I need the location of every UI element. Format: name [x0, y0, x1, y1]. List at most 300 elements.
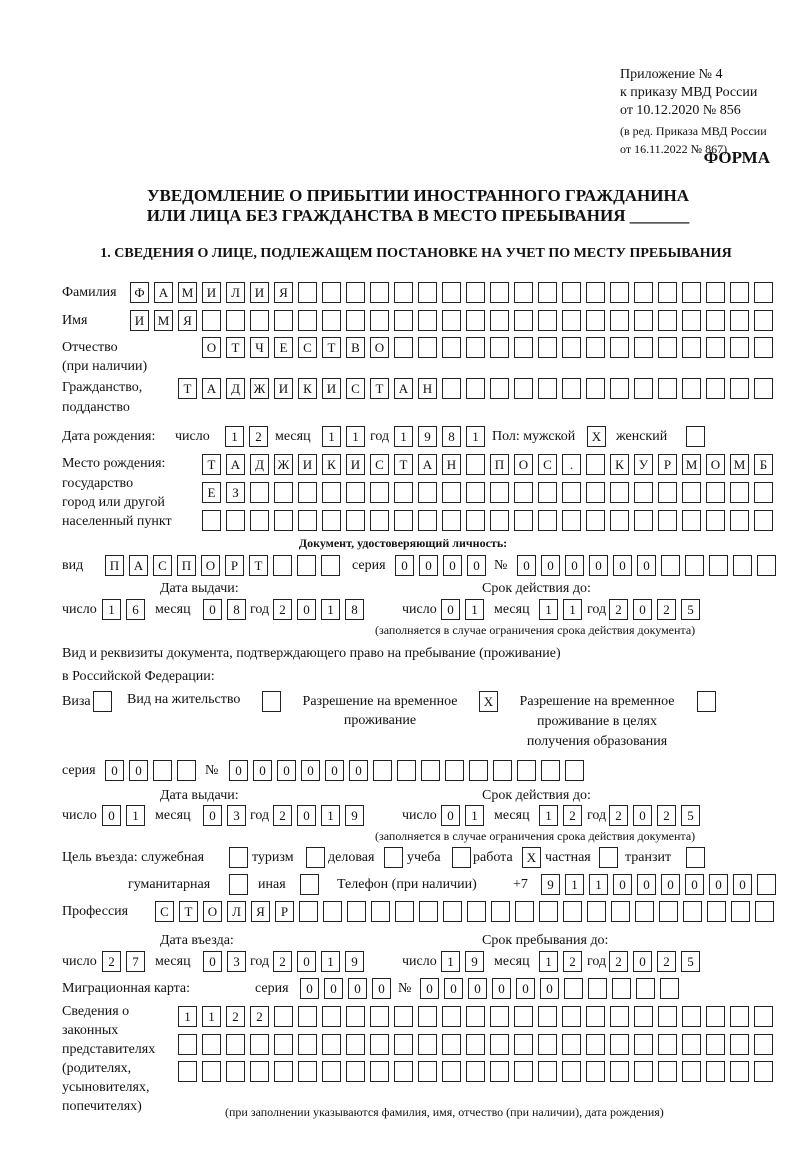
birth-place-2-cell[interactable]	[754, 482, 773, 503]
birth-place-1-cell[interactable]: И	[346, 454, 365, 475]
patronymic-cell[interactable]	[658, 337, 677, 358]
patronymic-cell[interactable]: С	[298, 337, 317, 358]
id-series-cell[interactable]: 0	[467, 555, 486, 576]
purpose-other-cell[interactable]	[300, 874, 319, 895]
birth-place-3-cell[interactable]	[298, 510, 317, 531]
surname-cell[interactable]	[562, 282, 581, 303]
reps-2-cell[interactable]	[610, 1034, 629, 1055]
birth-place-3-cell[interactable]	[442, 510, 461, 531]
birth-place-1-cell[interactable]: И	[298, 454, 317, 475]
visa-cell[interactable]	[93, 691, 112, 712]
profession-cell[interactable]	[299, 901, 318, 922]
id-valid-day-cell[interactable]: 0	[441, 599, 460, 620]
surname-cell[interactable]	[370, 282, 389, 303]
id-valid-year-cell[interactable]: 0	[633, 599, 652, 620]
id-issue-day-cell[interactable]: 6	[126, 599, 145, 620]
reps-3-cell[interactable]	[274, 1061, 293, 1082]
birth-day-cell[interactable]: 1	[225, 426, 244, 447]
surname-cell[interactable]: Ф	[130, 282, 149, 303]
citizenship-cell[interactable]: А	[202, 378, 221, 399]
birth-place-2-cell[interactable]: З	[226, 482, 245, 503]
surname-cell[interactable]	[394, 282, 413, 303]
birth-place-2-cell[interactable]	[442, 482, 461, 503]
patronymic-cell[interactable]: О	[370, 337, 389, 358]
birth-place-3-cell[interactable]	[490, 510, 509, 531]
birth-place-1-cell[interactable]: О	[706, 454, 725, 475]
reps-3-cell[interactable]	[250, 1061, 269, 1082]
reps-1-cell[interactable]	[634, 1006, 653, 1027]
birth-place-1-cell[interactable]: Т	[202, 454, 221, 475]
reps-1-cell[interactable]: 2	[250, 1006, 269, 1027]
birth-place-1-cell[interactable]: М	[730, 454, 749, 475]
surname-cell[interactable]	[490, 282, 509, 303]
id-number-cell[interactable]: 0	[517, 555, 536, 576]
reps-3-cell[interactable]	[202, 1061, 221, 1082]
birth-place-1-cell[interactable]: С	[370, 454, 389, 475]
purpose-humanitarian-cell[interactable]	[229, 874, 248, 895]
profession-cell[interactable]	[515, 901, 534, 922]
mc-number-cell[interactable]	[660, 978, 679, 999]
citizenship-cell[interactable]: С	[346, 378, 365, 399]
surname-cell[interactable]	[442, 282, 461, 303]
reps-3-cell[interactable]	[658, 1061, 677, 1082]
profession-cell[interactable]	[611, 901, 630, 922]
birth-place-3-cell[interactable]	[682, 510, 701, 531]
name-cell[interactable]	[394, 310, 413, 331]
mc-number-cell[interactable]	[588, 978, 607, 999]
stay-number-cell[interactable]: 0	[349, 760, 368, 781]
mc-number-cell[interactable]: 0	[540, 978, 559, 999]
birth-place-2-cell[interactable]	[418, 482, 437, 503]
patronymic-cell[interactable]	[730, 337, 749, 358]
birth-place-2-cell[interactable]	[274, 482, 293, 503]
birth-place-1-cell[interactable]: А	[418, 454, 437, 475]
reps-1-cell[interactable]	[562, 1006, 581, 1027]
birth-month-cell[interactable]: 1	[322, 426, 341, 447]
birth-place-1-cell[interactable]: К	[610, 454, 629, 475]
id-valid-year-cell[interactable]: 2	[609, 599, 628, 620]
stay-number-cell[interactable]	[445, 760, 464, 781]
patronymic-cell[interactable]	[490, 337, 509, 358]
patronymic-cell[interactable]	[418, 337, 437, 358]
reps-1-cell[interactable]	[418, 1006, 437, 1027]
surname-cell[interactable]	[610, 282, 629, 303]
profession-cell[interactable]	[587, 901, 606, 922]
reps-2-cell[interactable]	[442, 1034, 461, 1055]
birth-place-3-cell[interactable]	[754, 510, 773, 531]
id-kind-cell[interactable]: П	[177, 555, 196, 576]
reps-3-cell[interactable]	[730, 1061, 749, 1082]
birth-place-2-cell[interactable]	[466, 482, 485, 503]
residence-cell[interactable]	[262, 691, 281, 712]
name-cell[interactable]	[682, 310, 701, 331]
id-series-cell[interactable]: 0	[395, 555, 414, 576]
stay-number-cell[interactable]: 0	[301, 760, 320, 781]
citizenship-cell[interactable]	[562, 378, 581, 399]
birth-place-2-cell[interactable]	[658, 482, 677, 503]
citizenship-cell[interactable]	[634, 378, 653, 399]
reps-1-cell[interactable]	[274, 1006, 293, 1027]
birth-place-2-cell[interactable]	[682, 482, 701, 503]
name-cell[interactable]	[730, 310, 749, 331]
reps-1-cell[interactable]	[706, 1006, 725, 1027]
id-number-cell[interactable]	[757, 555, 776, 576]
id-kind-cell[interactable]: Р	[225, 555, 244, 576]
id-kind-cell[interactable]	[297, 555, 316, 576]
name-cell[interactable]	[274, 310, 293, 331]
id-series-cell[interactable]: 0	[419, 555, 438, 576]
surname-cell[interactable]: Я	[274, 282, 293, 303]
surname-cell[interactable]	[586, 282, 605, 303]
mc-number-cell[interactable]	[612, 978, 631, 999]
purpose-transit-cell[interactable]	[686, 847, 705, 868]
stay-series-cell[interactable]: 0	[105, 760, 124, 781]
reps-3-cell[interactable]	[586, 1061, 605, 1082]
reps-2-cell[interactable]	[250, 1034, 269, 1055]
citizenship-cell[interactable]	[538, 378, 557, 399]
surname-cell[interactable]	[466, 282, 485, 303]
mc-series-cell[interactable]: 0	[348, 978, 367, 999]
stay-number-cell[interactable]	[421, 760, 440, 781]
id-valid-month-cell[interactable]: 1	[563, 599, 582, 620]
reps-2-cell[interactable]	[466, 1034, 485, 1055]
birth-place-3-cell[interactable]	[394, 510, 413, 531]
citizenship-cell[interactable]	[730, 378, 749, 399]
phone-cell[interactable]: 0	[709, 874, 728, 895]
id-kind-cell[interactable]	[273, 555, 292, 576]
reps-3-cell[interactable]	[322, 1061, 341, 1082]
reps-2-cell[interactable]	[754, 1034, 773, 1055]
birth-place-3-cell[interactable]	[250, 510, 269, 531]
birth-place-1-cell[interactable]: П	[490, 454, 509, 475]
birth-place-3-cell[interactable]	[274, 510, 293, 531]
purpose-service-cell[interactable]	[229, 847, 248, 868]
reps-1-cell[interactable]	[538, 1006, 557, 1027]
birth-place-2-cell[interactable]	[514, 482, 533, 503]
citizenship-cell[interactable]	[682, 378, 701, 399]
id-number-cell[interactable]	[685, 555, 704, 576]
patronymic-cell[interactable]	[682, 337, 701, 358]
patronymic-cell[interactable]: В	[346, 337, 365, 358]
birth-place-2-cell[interactable]	[634, 482, 653, 503]
birth-place-1-cell[interactable]: А	[226, 454, 245, 475]
birth-place-3-cell[interactable]	[370, 510, 389, 531]
patronymic-cell[interactable]	[394, 337, 413, 358]
reps-3-cell[interactable]	[298, 1061, 317, 1082]
stay-issue-year-cell[interactable]: 1	[321, 805, 340, 826]
entry-day-cell[interactable]: 7	[126, 951, 145, 972]
reps-1-cell[interactable]	[298, 1006, 317, 1027]
patronymic-cell[interactable]: Е	[274, 337, 293, 358]
birth-place-1-cell[interactable]: О	[514, 454, 533, 475]
stay-number-cell[interactable]	[397, 760, 416, 781]
name-cell[interactable]	[586, 310, 605, 331]
birth-year-cell[interactable]: 9	[418, 426, 437, 447]
reps-1-cell[interactable]: 2	[226, 1006, 245, 1027]
stay-issue-month-cell[interactable]: 0	[203, 805, 222, 826]
citizenship-cell[interactable]	[658, 378, 677, 399]
name-cell[interactable]	[610, 310, 629, 331]
name-cell[interactable]	[418, 310, 437, 331]
patronymic-cell[interactable]	[442, 337, 461, 358]
profession-cell[interactable]	[755, 901, 774, 922]
birth-place-3-cell[interactable]	[202, 510, 221, 531]
id-issue-year-cell[interactable]: 1	[321, 599, 340, 620]
reps-3-cell[interactable]	[610, 1061, 629, 1082]
surname-cell[interactable]	[658, 282, 677, 303]
birth-place-2-cell[interactable]: Е	[202, 482, 221, 503]
birth-place-3-cell[interactable]	[514, 510, 533, 531]
patronymic-cell[interactable]	[586, 337, 605, 358]
mc-number-cell[interactable]	[636, 978, 655, 999]
phone-cell[interactable]: 1	[565, 874, 584, 895]
name-cell[interactable]	[634, 310, 653, 331]
id-issue-year-cell[interactable]: 8	[345, 599, 364, 620]
surname-cell[interactable]	[514, 282, 533, 303]
reps-2-cell[interactable]	[274, 1034, 293, 1055]
birth-place-1-cell[interactable]: М	[682, 454, 701, 475]
profession-cell[interactable]	[467, 901, 486, 922]
citizenship-cell[interactable]: А	[394, 378, 413, 399]
reps-3-cell[interactable]	[370, 1061, 389, 1082]
birth-place-3-cell[interactable]	[730, 510, 749, 531]
stay-valid-year-cell[interactable]: 0	[633, 805, 652, 826]
profession-cell[interactable]	[563, 901, 582, 922]
reps-1-cell[interactable]	[610, 1006, 629, 1027]
id-number-cell[interactable]: 0	[565, 555, 584, 576]
reps-1-cell[interactable]	[394, 1006, 413, 1027]
citizenship-cell[interactable]: Т	[370, 378, 389, 399]
profession-cell[interactable]: С	[155, 901, 174, 922]
name-cell[interactable]	[490, 310, 509, 331]
stay-valid-day-cell[interactable]: 0	[441, 805, 460, 826]
reps-1-cell[interactable]	[514, 1006, 533, 1027]
stay-series-cell[interactable]	[153, 760, 172, 781]
birth-place-2-cell[interactable]	[298, 482, 317, 503]
id-number-cell[interactable]	[733, 555, 752, 576]
stay-series-cell[interactable]: 0	[129, 760, 148, 781]
id-valid-year-cell[interactable]: 5	[681, 599, 700, 620]
id-issue-month-cell[interactable]: 0	[203, 599, 222, 620]
profession-cell[interactable]	[323, 901, 342, 922]
id-issue-month-cell[interactable]: 8	[227, 599, 246, 620]
birth-place-3-cell[interactable]	[706, 510, 725, 531]
birth-place-1-cell[interactable]: У	[634, 454, 653, 475]
id-valid-year-cell[interactable]: 2	[657, 599, 676, 620]
id-number-cell[interactable]	[661, 555, 680, 576]
birth-place-3-cell[interactable]	[538, 510, 557, 531]
id-kind-cell[interactable]: С	[153, 555, 172, 576]
birth-place-1-cell[interactable]: Т	[394, 454, 413, 475]
reps-2-cell[interactable]	[634, 1034, 653, 1055]
citizenship-cell[interactable]: Т	[178, 378, 197, 399]
surname-cell[interactable]	[754, 282, 773, 303]
id-number-cell[interactable]: 0	[541, 555, 560, 576]
temp-residence-cell[interactable]: X	[479, 691, 498, 712]
profession-cell[interactable]	[395, 901, 414, 922]
profession-cell[interactable]: Т	[179, 901, 198, 922]
citizenship-cell[interactable]	[586, 378, 605, 399]
birth-place-1-cell[interactable]: К	[322, 454, 341, 475]
name-cell[interactable]: Я	[178, 310, 197, 331]
birth-place-2-cell[interactable]	[706, 482, 725, 503]
citizenship-cell[interactable]: Д	[226, 378, 245, 399]
birth-year-cell[interactable]: 1	[466, 426, 485, 447]
birth-place-1-cell[interactable]	[466, 454, 485, 475]
entry-year-cell[interactable]: 0	[297, 951, 316, 972]
name-cell[interactable]	[298, 310, 317, 331]
birth-place-3-cell[interactable]	[226, 510, 245, 531]
birth-place-2-cell[interactable]	[322, 482, 341, 503]
birth-place-2-cell[interactable]	[250, 482, 269, 503]
name-cell[interactable]	[706, 310, 725, 331]
birth-place-1-cell[interactable]: Р	[658, 454, 677, 475]
stay-valid-month-cell[interactable]: 2	[563, 805, 582, 826]
name-cell[interactable]	[370, 310, 389, 331]
reps-3-cell[interactable]	[682, 1061, 701, 1082]
temp-residence-edu-cell[interactable]	[697, 691, 716, 712]
citizenship-cell[interactable]: И	[274, 378, 293, 399]
stay-valid-year-cell[interactable]: 2	[609, 805, 628, 826]
profession-cell[interactable]	[347, 901, 366, 922]
id-series-cell[interactable]: 0	[443, 555, 462, 576]
citizenship-cell[interactable]	[490, 378, 509, 399]
reps-3-cell[interactable]	[634, 1061, 653, 1082]
reps-2-cell[interactable]	[370, 1034, 389, 1055]
phone-cell[interactable]: 0	[637, 874, 656, 895]
surname-cell[interactable]	[322, 282, 341, 303]
patronymic-cell[interactable]	[562, 337, 581, 358]
entry-year-cell[interactable]: 9	[345, 951, 364, 972]
birth-place-3-cell[interactable]	[346, 510, 365, 531]
profession-cell[interactable]: Я	[251, 901, 270, 922]
mc-series-cell[interactable]: 0	[372, 978, 391, 999]
profession-cell[interactable]	[491, 901, 510, 922]
stay-year-cell[interactable]: 2	[657, 951, 676, 972]
reps-3-cell[interactable]	[514, 1061, 533, 1082]
phone-cell[interactable]: 0	[661, 874, 680, 895]
entry-year-cell[interactable]: 1	[321, 951, 340, 972]
name-cell[interactable]	[442, 310, 461, 331]
surname-cell[interactable]	[634, 282, 653, 303]
name-cell[interactable]	[202, 310, 221, 331]
sex-male-cell[interactable]: X	[587, 426, 606, 447]
citizenship-cell[interactable]	[514, 378, 533, 399]
birth-place-3-cell[interactable]	[466, 510, 485, 531]
reps-3-cell[interactable]	[418, 1061, 437, 1082]
reps-3-cell[interactable]	[466, 1061, 485, 1082]
profession-cell[interactable]	[539, 901, 558, 922]
name-cell[interactable]	[754, 310, 773, 331]
id-issue-day-cell[interactable]: 1	[102, 599, 121, 620]
name-cell[interactable]	[562, 310, 581, 331]
stay-issue-year-cell[interactable]: 9	[345, 805, 364, 826]
stay-issue-year-cell[interactable]: 2	[273, 805, 292, 826]
stay-number-cell[interactable]	[373, 760, 392, 781]
stay-month-cell[interactable]: 2	[563, 951, 582, 972]
reps-1-cell[interactable]: 1	[202, 1006, 221, 1027]
citizenship-cell[interactable]	[442, 378, 461, 399]
birth-place-2-cell[interactable]	[346, 482, 365, 503]
reps-2-cell[interactable]	[730, 1034, 749, 1055]
reps-3-cell[interactable]	[442, 1061, 461, 1082]
sex-female-cell[interactable]	[686, 426, 705, 447]
name-cell[interactable]	[250, 310, 269, 331]
purpose-tourism-cell[interactable]	[306, 847, 325, 868]
birth-place-1-cell[interactable]: Д	[250, 454, 269, 475]
reps-1-cell[interactable]	[682, 1006, 701, 1027]
stay-valid-year-cell[interactable]: 2	[657, 805, 676, 826]
surname-cell[interactable]	[418, 282, 437, 303]
stay-number-cell[interactable]	[517, 760, 536, 781]
birth-place-3-cell[interactable]	[658, 510, 677, 531]
profession-cell[interactable]: Р	[275, 901, 294, 922]
profession-cell[interactable]	[707, 901, 726, 922]
surname-cell[interactable]	[682, 282, 701, 303]
id-valid-day-cell[interactable]: 1	[465, 599, 484, 620]
mc-series-cell[interactable]: 0	[324, 978, 343, 999]
reps-2-cell[interactable]	[658, 1034, 677, 1055]
citizenship-cell[interactable]: К	[298, 378, 317, 399]
id-number-cell[interactable]: 0	[637, 555, 656, 576]
birth-year-cell[interactable]: 1	[394, 426, 413, 447]
reps-2-cell[interactable]	[298, 1034, 317, 1055]
patronymic-cell[interactable]	[754, 337, 773, 358]
patronymic-cell[interactable]	[466, 337, 485, 358]
reps-3-cell[interactable]	[178, 1061, 197, 1082]
birth-day-cell[interactable]: 2	[249, 426, 268, 447]
surname-cell[interactable]	[346, 282, 365, 303]
profession-cell[interactable]	[635, 901, 654, 922]
birth-place-2-cell[interactable]	[370, 482, 389, 503]
surname-cell[interactable]: Л	[226, 282, 245, 303]
reps-2-cell[interactable]	[490, 1034, 509, 1055]
name-cell[interactable]: М	[154, 310, 173, 331]
stay-year-cell[interactable]: 5	[681, 951, 700, 972]
patronymic-cell[interactable]	[538, 337, 557, 358]
id-kind-cell[interactable]: О	[201, 555, 220, 576]
reps-1-cell[interactable]	[442, 1006, 461, 1027]
surname-cell[interactable]	[706, 282, 725, 303]
profession-cell[interactable]	[731, 901, 750, 922]
reps-2-cell[interactable]	[202, 1034, 221, 1055]
name-cell[interactable]	[322, 310, 341, 331]
birth-place-3-cell[interactable]	[634, 510, 653, 531]
patronymic-cell[interactable]: О	[202, 337, 221, 358]
birth-place-2-cell[interactable]	[394, 482, 413, 503]
reps-1-cell[interactable]	[466, 1006, 485, 1027]
citizenship-cell[interactable]	[610, 378, 629, 399]
mc-number-cell[interactable]: 0	[468, 978, 487, 999]
stay-number-cell[interactable]: 0	[325, 760, 344, 781]
birth-place-2-cell[interactable]	[562, 482, 581, 503]
stay-number-cell[interactable]: 0	[277, 760, 296, 781]
name-cell[interactable]	[538, 310, 557, 331]
entry-month-cell[interactable]: 0	[203, 951, 222, 972]
name-cell[interactable]	[346, 310, 365, 331]
id-issue-year-cell[interactable]: 0	[297, 599, 316, 620]
id-kind-cell[interactable]: А	[129, 555, 148, 576]
reps-2-cell[interactable]	[394, 1034, 413, 1055]
birth-place-2-cell[interactable]	[490, 482, 509, 503]
reps-3-cell[interactable]	[538, 1061, 557, 1082]
profession-cell[interactable]	[419, 901, 438, 922]
profession-cell[interactable]: О	[203, 901, 222, 922]
patronymic-cell[interactable]: Т	[226, 337, 245, 358]
stay-series-cell[interactable]	[177, 760, 196, 781]
reps-2-cell[interactable]	[178, 1034, 197, 1055]
reps-3-cell[interactable]	[490, 1061, 509, 1082]
